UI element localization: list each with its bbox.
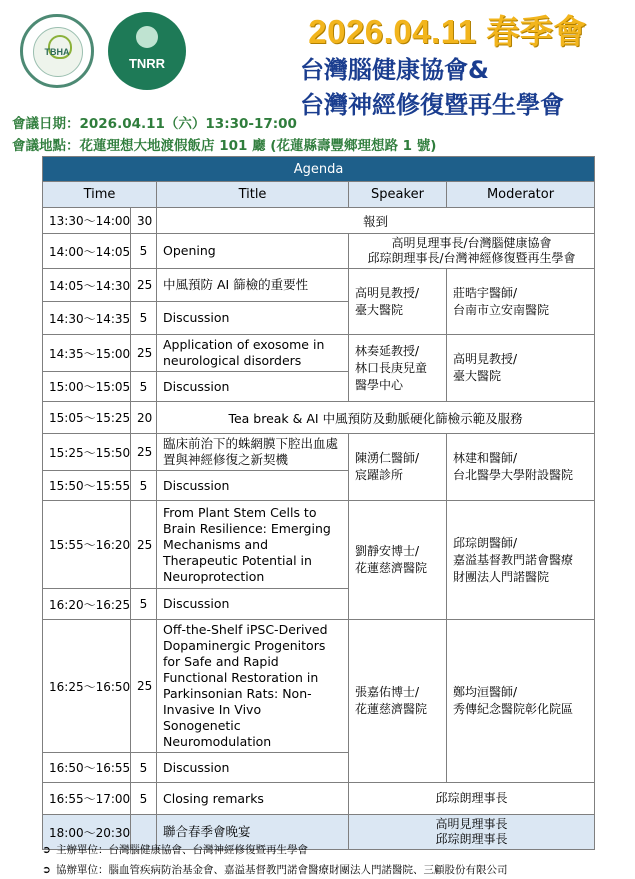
row-speaker: 張嘉佑博士/ 花蓮慈濟醫院 [349, 620, 447, 783]
row-duration: 25 [131, 434, 157, 471]
table-row [43, 402, 595, 434]
row-time: 14:30～14:35 [43, 302, 131, 335]
row-moderator: 鄭均洹醫師/ 秀傳紀念醫院彰化院區 [447, 620, 595, 783]
row-time: 15:50～15:55 [43, 471, 131, 501]
row-title: 臨床前治下的蛛網膜下腔出血處置與神經修復之新契機 [157, 434, 349, 471]
row-moderator: 林建和醫師/ 台北醫學大學附設醫院 [447, 434, 595, 501]
co-organizer-line [42, 862, 508, 877]
row-duration: 25 [131, 335, 157, 372]
row-host: 高明見理事長/台灣腦健康協會 邱琮朗理事長/台灣神經修復暨再生學會 [349, 234, 595, 269]
table-row [43, 234, 595, 269]
tbha-logo-label: TBHA [44, 47, 70, 57]
col-speaker: Speaker [349, 182, 447, 208]
row-time: 16:50～16:55 [43, 753, 131, 783]
row-time: 16:55～17:00 [43, 783, 131, 815]
org-line-1: 台灣腦健康協會& [300, 56, 489, 84]
table-row [43, 434, 595, 471]
row-duration: 5 [131, 302, 157, 335]
table-row [43, 620, 595, 753]
table-row [43, 783, 595, 815]
neuron-icon [136, 26, 158, 48]
row-title: Discussion [157, 302, 349, 335]
table-row [43, 208, 595, 234]
event-title: 2026.04.11 春季會 [308, 13, 587, 50]
row-duration: 5 [131, 589, 157, 620]
row-host: 邱琮朗理事長 [349, 783, 595, 815]
row-title: 聯合春季會晚宴 [157, 815, 349, 850]
row-time: 16:20～16:25 [43, 589, 131, 620]
row-duration: 30 [131, 208, 157, 234]
column-header-row [43, 182, 595, 208]
row-duration: 5 [131, 234, 157, 269]
tnrr-logo [108, 12, 186, 90]
row-duration: 5 [131, 783, 157, 815]
row-duration: 5 [131, 471, 157, 501]
row-time: 18:00～20:30 [43, 815, 131, 850]
organizer-text: 主辦單位：台灣腦健康協會、台灣神經修復暨再生學會 [56, 844, 308, 856]
tbha-logo [20, 14, 94, 88]
meeting-venue: 會議地點：花蓮理想大地渡假飯店 101 廳 (花蓮縣壽豐鄉理想路 1 號) [12, 138, 437, 154]
row-moderator: 邱琮朗醫師/ 嘉溢基督教門諾會醫療 財團法人門諾醫院 [447, 501, 595, 620]
row-title: From Plant Stem Cells to Brain Resilience: Emerging Mechanisms and Therapeutic Potential in Neuroprotection [157, 501, 349, 589]
row-duration: 25 [131, 501, 157, 589]
row-title: Discussion [157, 589, 349, 620]
row-time: 15:55～16:20 [43, 501, 131, 589]
row-title: Opening [157, 234, 349, 269]
row-speaker: 陳湧仁醫師/ 宸躍診所 [349, 434, 447, 501]
row-title: Discussion [157, 471, 349, 501]
row-moderator: 莊晧宇醫師/ 台南市立安南醫院 [447, 269, 595, 335]
row-speaker: 林奏延教授/ 林口長庚兒童 醫學中心 [349, 335, 447, 402]
row-time: 14:05～14:30 [43, 269, 131, 302]
row-speaker: 高明見教授/ 臺大醫院 [349, 269, 447, 335]
row-title: Off-the-Shelf iPSC-Derived Dopaminergic Progenitors for Safe and Rapid Functional Restoration in Parkinsonian Rats: Non-Invasive In Vivo Sonogenetic Neuromodulation [157, 620, 349, 753]
row-time: 15:00～15:05 [43, 372, 131, 402]
row-title: 中風預防 AI 篩檢的重要性 [157, 269, 349, 302]
row-moderator: 高明見教授/ 臺大醫院 [447, 335, 595, 402]
tnrr-logo-label: TNRR [128, 56, 166, 71]
row-title: 報到 [157, 208, 595, 234]
row-title: Tea break & AI 中風預防及動脈硬化篩檢示範及服務 [157, 402, 595, 434]
table-row [43, 335, 595, 372]
row-title: Discussion [157, 372, 349, 402]
agenda-title: Agenda [43, 157, 595, 182]
col-moderator: Moderator [447, 182, 595, 208]
row-time: 13:30～14:00 [43, 208, 131, 234]
row-duration: 20 [131, 402, 157, 434]
col-time: Time [43, 182, 157, 208]
row-duration: 25 [131, 620, 157, 753]
row-duration: 25 [131, 269, 157, 302]
row-title: Closing remarks [157, 783, 349, 815]
agenda-title-row [43, 157, 595, 182]
row-host: 高明見理事長 邱琮朗理事長 [349, 815, 595, 850]
row-speaker: 劉靜安博士/ 花蓮慈濟醫院 [349, 501, 447, 620]
arrow-bullet-icon: ➲ [42, 864, 51, 876]
row-duration: 5 [131, 753, 157, 783]
table-row [43, 501, 595, 589]
organizer-line [42, 842, 308, 857]
header [0, 0, 635, 119]
row-title: Application of exosome in neurological disorders [157, 335, 349, 372]
row-time: 14:35～15:00 [43, 335, 131, 372]
row-time: 15:25～15:50 [43, 434, 131, 471]
row-duration: 5 [131, 372, 157, 402]
co-organizer-text: 協辦單位：腦血管疾病防治基金會、嘉溢基督教門諾會醫療財團法人門諾醫院、三顧股份有限公司 [56, 864, 508, 876]
table-row [43, 269, 595, 302]
row-time: 16:25～16:50 [43, 620, 131, 753]
agenda-table [42, 156, 595, 850]
row-title: Discussion [157, 753, 349, 783]
col-title: Title [157, 182, 349, 208]
arrow-bullet-icon: ➲ [42, 844, 51, 856]
org-line-2: 台灣神經修復暨再生學會 [300, 91, 564, 119]
meeting-date: 會議日期：2026.04.11（六）13:30-17:00 [12, 116, 297, 132]
row-time: 14:00～14:05 [43, 234, 131, 269]
row-time: 15:05～15:25 [43, 402, 131, 434]
